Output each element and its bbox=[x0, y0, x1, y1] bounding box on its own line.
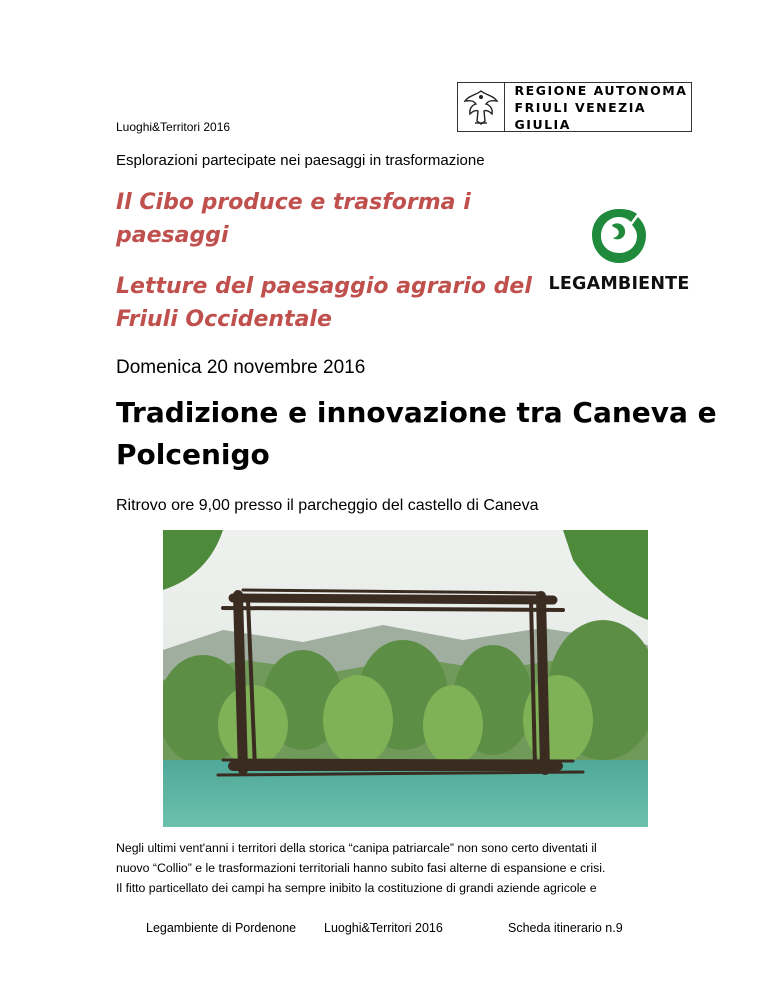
region-line-1: REGIONE AUTONOMA bbox=[514, 82, 688, 98]
reading-title-line-1: Letture del paesaggio agrario del bbox=[116, 274, 532, 299]
theme-title-line-2: paesaggi bbox=[116, 223, 229, 248]
eagle-icon bbox=[458, 83, 505, 131]
region-line-2: FRIULI VENEZIA GIULIA bbox=[514, 99, 647, 132]
footer-left: Legambiente di Pordenone bbox=[146, 921, 297, 935]
body-line-1: Negli ultimi vent'anni i territori della storica “canipa patriarcale” non sono certo diventati il bbox=[116, 841, 597, 855]
footer-right: Scheda itinerario n.9 bbox=[508, 921, 623, 935]
body-paragraph bbox=[116, 838, 605, 898]
legambiente-logo bbox=[548, 205, 690, 294]
region-logo bbox=[457, 82, 692, 132]
theme-title-line-1: Il Cibo produce e trasforma i bbox=[116, 190, 471, 215]
legambiente-wordmark: LEGAMBIENTE bbox=[548, 274, 690, 294]
series-label: Luoghi&Territori 2016 bbox=[116, 120, 231, 134]
event-date: Domenica 20 novembre 2016 bbox=[116, 357, 366, 378]
body-line-2: nuovo “Collio” e le trasformazioni territoriali hanno subito fasi alterne di espansione e crisi. bbox=[116, 861, 606, 875]
swan-icon bbox=[588, 205, 650, 267]
main-title-line-1: Tradizione e innovazione tra Caneva e bbox=[116, 396, 717, 429]
theme-title bbox=[116, 186, 471, 252]
landscape-photo bbox=[163, 530, 648, 827]
reading-title-line-2: Friuli Occidentale bbox=[116, 307, 332, 332]
page-subtitle: Esplorazioni partecipate nei paesaggi in trasformazione bbox=[116, 152, 485, 169]
region-name bbox=[505, 82, 691, 133]
body-line-3: Il fitto particellato dei campi ha sempre inibito la costituzione di grandi aziende agricole e bbox=[116, 881, 597, 895]
main-title-line-2: Polcenigo bbox=[116, 438, 270, 471]
meeting-point: Ritrovo ore 9,00 presso il parcheggio del castello di Caneva bbox=[116, 497, 539, 514]
footer-center: Luoghi&Territori 2016 bbox=[324, 921, 443, 935]
reading-title bbox=[116, 270, 532, 336]
main-title bbox=[116, 392, 717, 476]
